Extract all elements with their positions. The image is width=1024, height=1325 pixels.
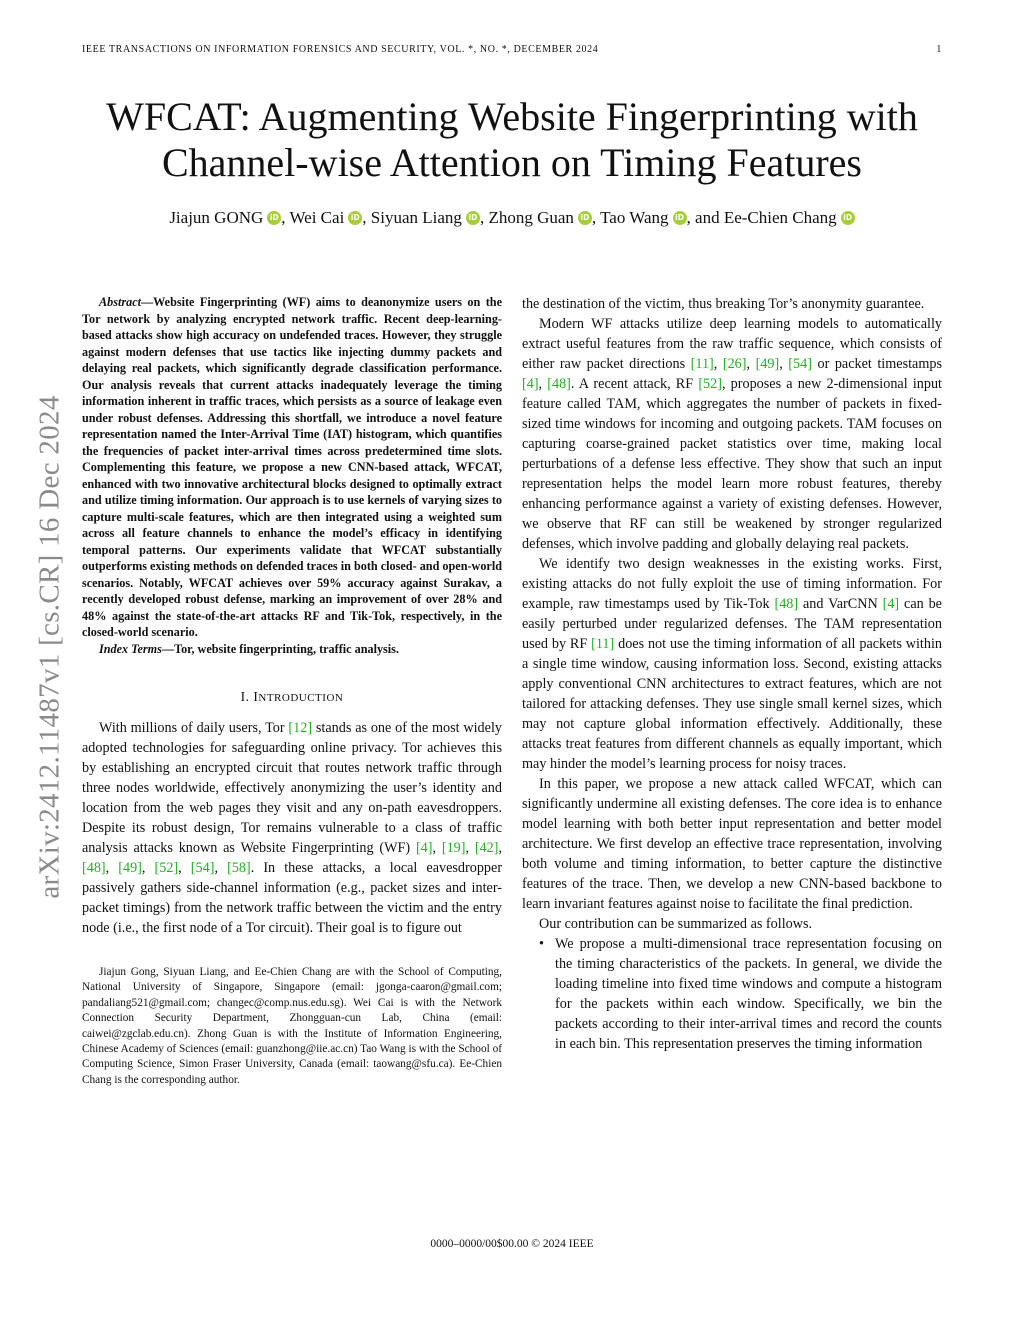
citation-link[interactable]: [11]	[690, 356, 714, 372]
citation-link[interactable]: [11]	[591, 636, 615, 652]
abstract-label: Abstract	[99, 295, 141, 309]
running-header	[82, 44, 942, 58]
citation-link[interactable]: [49]	[755, 356, 780, 372]
arxiv-id: arXiv:2412.11487v1 [cs.CR] 16 Dec 2024	[33, 395, 66, 899]
list-item	[522, 934, 942, 1054]
citation-link[interactable]: [54]	[190, 860, 215, 876]
index-terms-text: Tor, website fingerprinting, traffic analysis.	[174, 641, 399, 656]
journal-header: IEEE TRANSACTIONS ON INFORMATION FORENSICS AND SECURITY, VOL. *, NO. *, DECEMBER 2024	[82, 44, 599, 55]
abstract-text: Website Fingerprinting (WF) aims to deanonymize users on the Tor network by analyzing encrypted network traffic. Recent deep-learning-based attacks show high accuracy on undefended traces. However, they struggle against modern defenses that use tactics like injecting dummy packets and delaying real packets, which significantly degrade classification performance. Our analysis reveals that current attacks inadequately leverage the timing information inherent in traffic traces, which persists as a source of leakage even under robust defenses. Addressing this shortfall, we introduce a novel feature representation named the Inter-Arrival Time (IAT) histogram, which quantifies the frequencies of packet inter-arrival times across predetermined time slots. Complementing this feature, we propose a new CNN-based attack, WFCAT, enhanced with two innovative architectural blocks designed to optimally extract and utilize timing information. Our approach is to use kernels of varying sizes to capture multi-scale features, which are then integrated using a weighted sum across all feature channels to enhance the model’s efficacy in identifying temporal patterns. Our experiments validate that WFCAT substantially outperforms existing methods on defended traces in both closed- and open-world scenarios. Notably, WFCAT achieves over 59% accuracy against Surakav, a recently developed robust defense, marking an improvement of over 28% and 48% against the state-of-the-art attacks RF and Tik-Tok, respectively, in the closed-world scenario.	[82, 295, 502, 639]
author-list: Jiajun GONG iD , Wei Cai iD , Siyuan Liang iD , Zhong Guan iD , Tao Wang iD , and Ee-Chien Chang iD	[40, 206, 984, 230]
abstract: Abstract—Website Fingerprinting (WF) aims to deanonymize users on the Tor network by analyzing encrypted network traffic. Recent deep-learning-based attacks show high accuracy on undefended traces. However, they struggle against modern defenses that use tactics like injecting dummy packets and delaying real packets, which significantly degrade classification performance. Our analysis reveals that current attacks inadequately leverage the timing information inherent in traffic traces, which persists as a source of leakage even under robust defenses. Addressing this shortfall, we introduce a novel feature representation named the Inter-Arrival Time (IAT) histogram, which quantifies the frequencies of packet inter-arrival times across predetermined time slots. Complementing this feature, we propose a new CNN-based attack, WFCAT, enhanced with two innovative architectural blocks designed to optimally extract and utilize timing information. Our approach is to use kernels of varying sizes to capture multi-scale features, which are then integrated using a weighted sum across all feature channels to enhance the model’s efficacy in identifying temporal patterns. Our experiments validate that WFCAT substantially outperforms existing methods on defended traces in both closed- and open-world scenarios. Notably, WFCAT achieves over 59% accuracy against Surakav, a recently developed robust defense, marking an improvement of over 28% and 48% against the state-of-the-art attacks RF and Tik-Tok, respectively, in the closed-world scenario.	[82, 295, 502, 639]
index-terms-label: Index Terms	[99, 641, 162, 656]
list-item-text: We propose a multi-dimensional trace representation focusing on the timing characteristics of the packets. In general, we divide the loading timeline into fixed time windows and compute a histogram for the packets within each window. Specifically, we bin the packets according to their inter-arrival times and record the counts in each bin. This representation preserves the timing information	[555, 936, 942, 1052]
paragraph-this-paper: In this paper, we propose a new attack called WFCAT, which can significantly undermine all existing defenses. The core idea is to enhance model learning with both better input representation and better model architecture. We first develop an effective trace representation, involving both volume and timing information, to better capture the distinctive features of the trace. Then, we develop a new CNN-based backbone to learn invariant features against noise to facilitate the final prediction.	[522, 776, 942, 912]
intro-paragraph: With millions of daily users, Tor [12] stands as one of the most widely adopted technologies for safeguarding online privacy. Tor achieves this by establishing an encrypted circuit that routes network traffic through three nodes worldwide, effectively anonymizing the user’s identity and location from the web pages they visit and any on-path eavesdroppers. Despite its robust design, Tor remains vulnerable to a class of traffic analysis attacks known as Website Fingerprinting (WF) [4], [19], [42], [48], [49], [52], [54], [58]. In these attacks, a local eavesdropper passively gathers side-channel information (e.g., packet sizes and inter-packet timings) from the network traffic between the victim and the entry node (i.e., the first node of a Tor circuit). Their goal is to figure out	[82, 720, 503, 936]
author-name: Tao Wang	[600, 208, 669, 227]
citation-link[interactable]: [4]	[415, 840, 433, 856]
citation-link[interactable]: [48]	[774, 596, 799, 612]
section-numeral: I.	[240, 689, 254, 704]
index-terms: Index Terms—Tor, website fingerprinting, traffic analysis.	[99, 641, 399, 656]
title-line-1: WFCAT: Augmenting Website Fingerprinting with	[106, 94, 918, 139]
citation-link[interactable]: [48]	[547, 376, 571, 392]
citation-link[interactable]: [52]	[154, 860, 179, 876]
affiliation-footnote	[82, 965, 502, 1088]
author-name: Ee-Chien Chang	[723, 208, 837, 227]
author-name: Jiajun GONG	[169, 208, 264, 227]
citation-link[interactable]: [54]	[788, 356, 812, 372]
citation-link[interactable]: [26]	[722, 356, 747, 372]
author-name: Zhong Guan	[488, 208, 574, 227]
left-column	[82, 294, 502, 1088]
orcid-icon[interactable]: iD	[578, 211, 592, 225]
citation-link[interactable]: [58]	[227, 860, 251, 876]
contribution-list	[522, 934, 942, 1054]
citation-link[interactable]: [49]	[118, 860, 142, 876]
citation-link[interactable]: [52]	[698, 376, 722, 392]
author-name: Wei Cai	[289, 208, 345, 227]
paragraph-weaknesses: We identify two design weaknesses in the existing works. First, existing attacks do not fully exploit the use of timing information. For example, raw timestamps used by Tik-Tok [48] and VarCNN [4] can be easily perturbed under regularized defenses. The TAM representation used by RF [11] does not use the timing information of all packets within a single time window, causing information loss. Second, existing attacks apply conventional CNN architectures to extract features, which are not tailored for attacking defenses. They use single small kernel sizes, which may not capture global information effectively. Additionally, these attacks treat features from different channels as equally important, which may hinder the model’s learning process for noisy traces.	[522, 556, 943, 772]
title-line-2: Channel-wise Attention on Timing Features	[162, 140, 862, 185]
author-name: Siyuan Liang	[370, 208, 462, 227]
arxiv-stamp	[35, 350, 65, 944]
citation-link[interactable]: [42]	[474, 840, 499, 856]
section-heading	[82, 687, 502, 708]
paper-title	[40, 94, 984, 186]
orcid-icon[interactable]: iD	[466, 211, 480, 225]
paragraph-contribution: Our contribution can be summarized as follows.	[539, 916, 813, 932]
paragraph-continuation: the destination of the victim, thus breaking Tor’s anonymity guarantee.	[522, 296, 925, 312]
citation-link[interactable]: [4]	[522, 376, 539, 392]
orcid-icon[interactable]: iD	[673, 211, 687, 225]
orcid-icon[interactable]: iD	[348, 211, 362, 225]
section-initial: I	[253, 689, 259, 704]
citation-link[interactable]: [12]	[288, 720, 313, 736]
citation-link[interactable]: [48]	[82, 860, 106, 876]
orcid-icon[interactable]: iD	[267, 211, 281, 225]
orcid-icon[interactable]: iD	[841, 211, 855, 225]
citation-link[interactable]: [19]	[441, 840, 466, 856]
page-number: 1	[936, 44, 942, 55]
paragraph-modern-attacks: Modern WF attacks utilize deep learning models to automatically extract useful features from the raw traffic sequence, which consists of either raw packet directions [11], [26], [49], [54] or packet timestamps [4], [48]. A recent attack, RF [52], proposes a new 2-dimensional input feature called TAM, which aggregates the number of packets in fixed-sized time windows for incoming and outgoing packets. TAM focuses on capturing coarse-grained packet statistics over time, making local perturbations of a defense less effective. They show that such an input representation helps the model learn more robust features, thereby enhancing performance against a variety of existing defenses. However, we observe that RF can still be weakened by stronger regularized defenses, which involve padding and globally delaying real packets.	[522, 316, 942, 552]
section-title-rest: NTRODUCTION	[258, 692, 344, 704]
bullet-icon: •	[539, 936, 544, 952]
citation-link[interactable]: [4]	[882, 596, 900, 612]
footnote-text: Jiajun Gong, Siyuan Liang, and Ee-Chien Chang are with the School of Computing, National University of Singapore, Singapore (email: jgonga-caaron@gmail.com; pandaliang521@gmail.com; changec@comp.nus.edu.sg). Wei Cai is with the Network Connection Security Department, Zhongguan-cun Lab, China (email: caiwei@zgclab.edu.cn). Zhong Guan is with the Institute of Information Engineering, Chinese Academy of Sciences (email: guanzhong@iie.ac.cn) Tao Wang is with the School of Computing Science, Simon Fraser University, Canada (email: taowang@sfu.ca). Ee-Chien Chang is the corresponding author.	[82, 966, 502, 1086]
right-column	[522, 294, 942, 1054]
copyright-notice: 0000–0000/00$00.00 © 2024 IEEE	[430, 1238, 594, 1250]
